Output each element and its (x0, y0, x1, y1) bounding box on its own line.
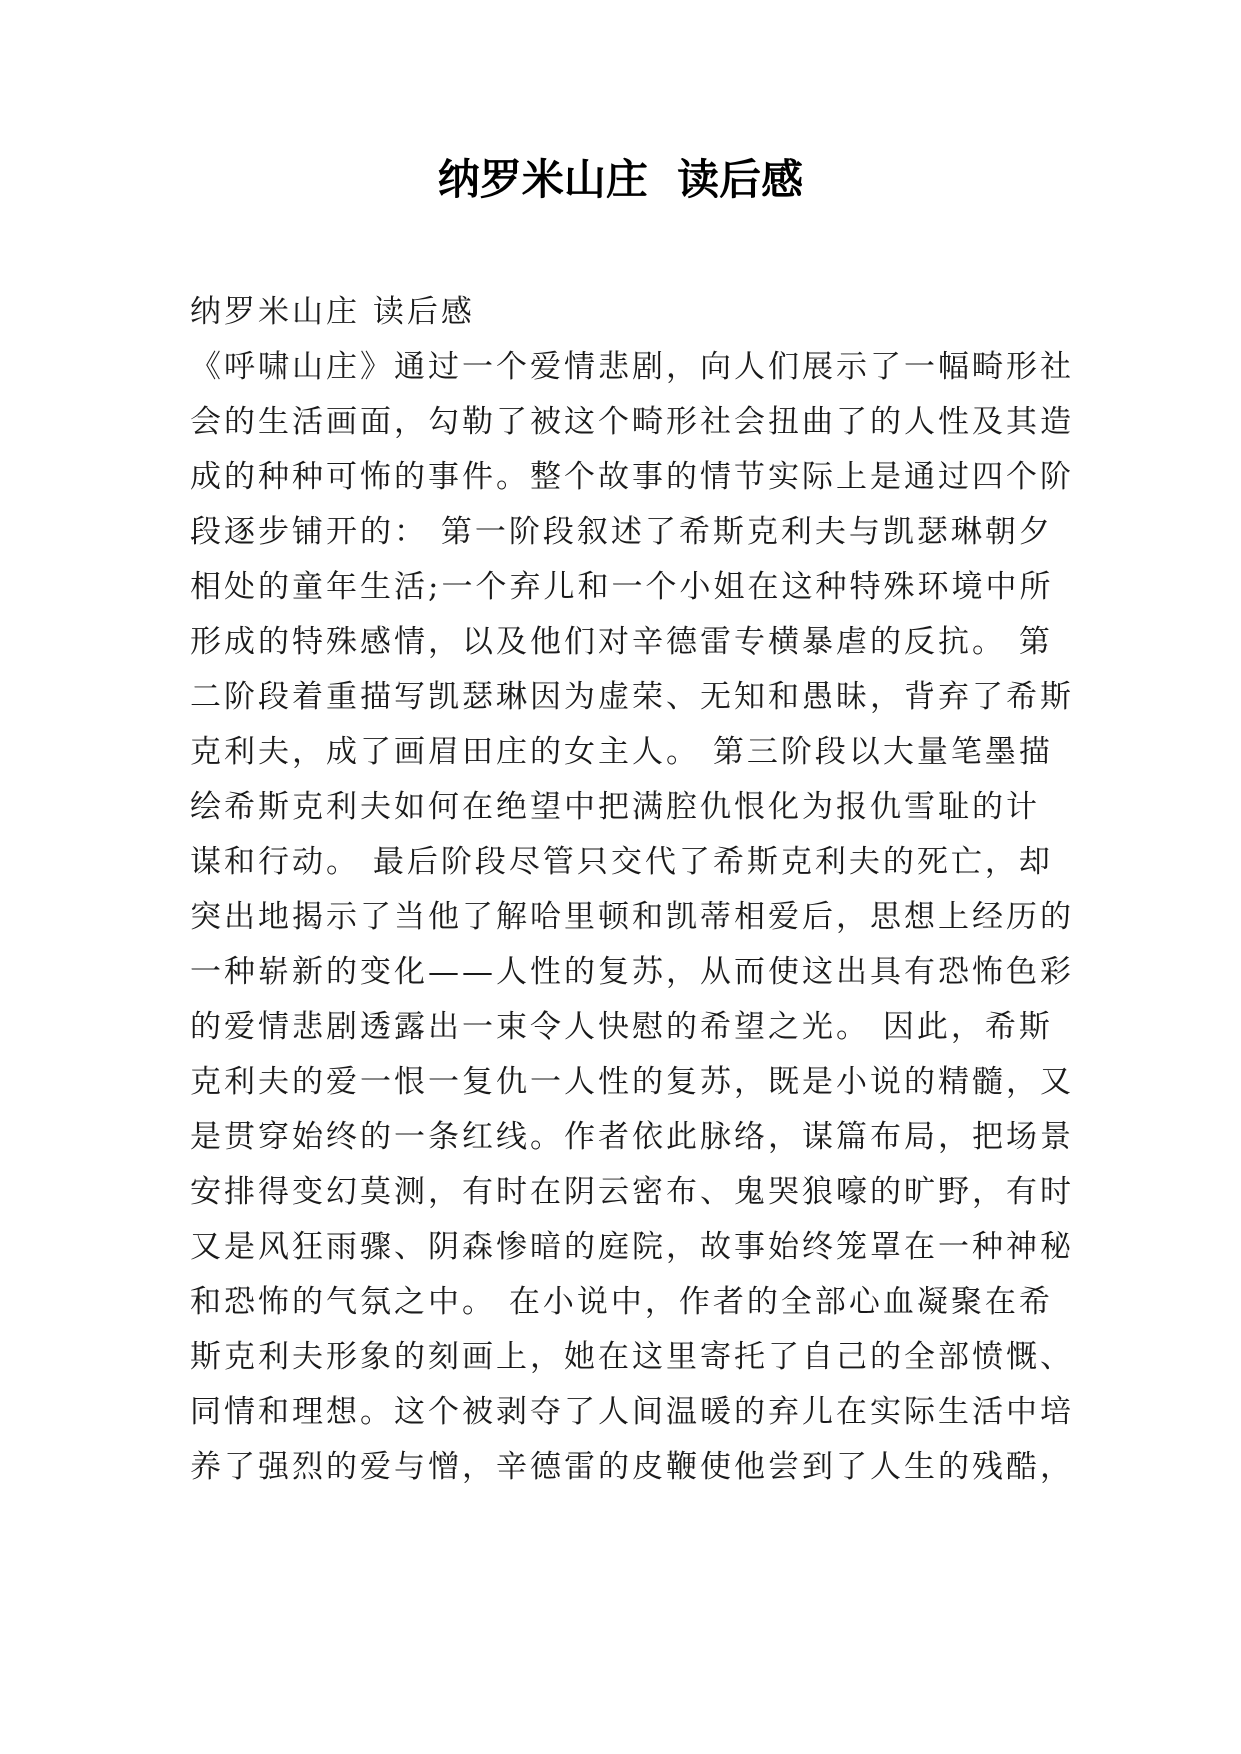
body-line: 的爱情悲剧透露出一束令人快慰的希望之光。 因此，希斯 (190, 1009, 1053, 1045)
body-line: 安排得变幻莫测，有时在阴云密布、鬼哭狼嚎的旷野，有时 (190, 1174, 1074, 1210)
document-body (190, 285, 1074, 1495)
body-line: 绘希斯克利夫如何在绝望中把满腔仇恨化为报仇雪耻的计 (190, 789, 1040, 825)
body-line: 斯克利夫形象的刻画上，她在这里寄托了自己的全部愤慨、 (190, 1339, 1074, 1375)
body-line: 相处的童年生活;一个弃儿和一个小姐在这种特殊环境中所 (190, 569, 1054, 605)
body-line: 段逐步铺开的： 第一阶段叙述了希斯克利夫与凯瑟琳朝夕 (190, 514, 1053, 550)
body-line: 和恐怖的气氛之中。 在小说中，作者的全部心血凝聚在希 (190, 1284, 1053, 1320)
body-line: 谋和行动。 最后阶段尽管只交代了希斯克利夫的死亡，却 (190, 844, 1053, 880)
body-line: 养了强烈的爱与憎，辛德雷的皮鞭使他尝到了人生的残酷， (190, 1449, 1074, 1485)
body-line: 成的种种可怖的事件。整个故事的情节实际上是通过四个阶 (190, 459, 1074, 495)
body-line: 克利夫的爱一恨一复仇一人性的复苏，既是小说的精髓，又 (190, 1064, 1074, 1100)
body-line: 形成的特殊感情，以及他们对辛德雷专横暴虐的反抗。 第 (190, 624, 1053, 660)
body-line: 又是风狂雨骤、阴森惨暗的庭院，故事始终笼罩在一种神秘 (190, 1229, 1074, 1265)
body-line: 是贯穿始终的一条红线。作者依此脉络，谋篇布局，把场景 (190, 1119, 1074, 1155)
body-line: 一种崭新的变化——人性的复苏，从而使这出具有恐怖色彩 (190, 954, 1074, 990)
body-line: 《呼啸山庄》通过一个爱情悲剧，向人们展示了一幅畸形社 (190, 349, 1074, 385)
body-line: 会的生活画面，勾勒了被这个畸形社会扭曲了的人性及其造 (190, 404, 1074, 440)
body-line: 二阶段着重描写凯瑟琳因为虚荣、无知和愚昧，背弃了希斯 (190, 679, 1074, 715)
body-line: 同情和理想。这个被剥夺了人间温暖的弃儿在实际生活中培 (190, 1394, 1074, 1430)
document-title: 纳罗米山庄 读后感 (437, 155, 804, 204)
body-line: 克利夫，成了画眉田庄的女主人。 第三阶段以大量笔墨描 (190, 734, 1053, 770)
body-line: 突出地揭示了当他了解哈里顿和凯蒂相爱后，思想上经历的 (190, 899, 1074, 935)
body-line: 纳罗米山庄 读后感 (190, 294, 475, 330)
